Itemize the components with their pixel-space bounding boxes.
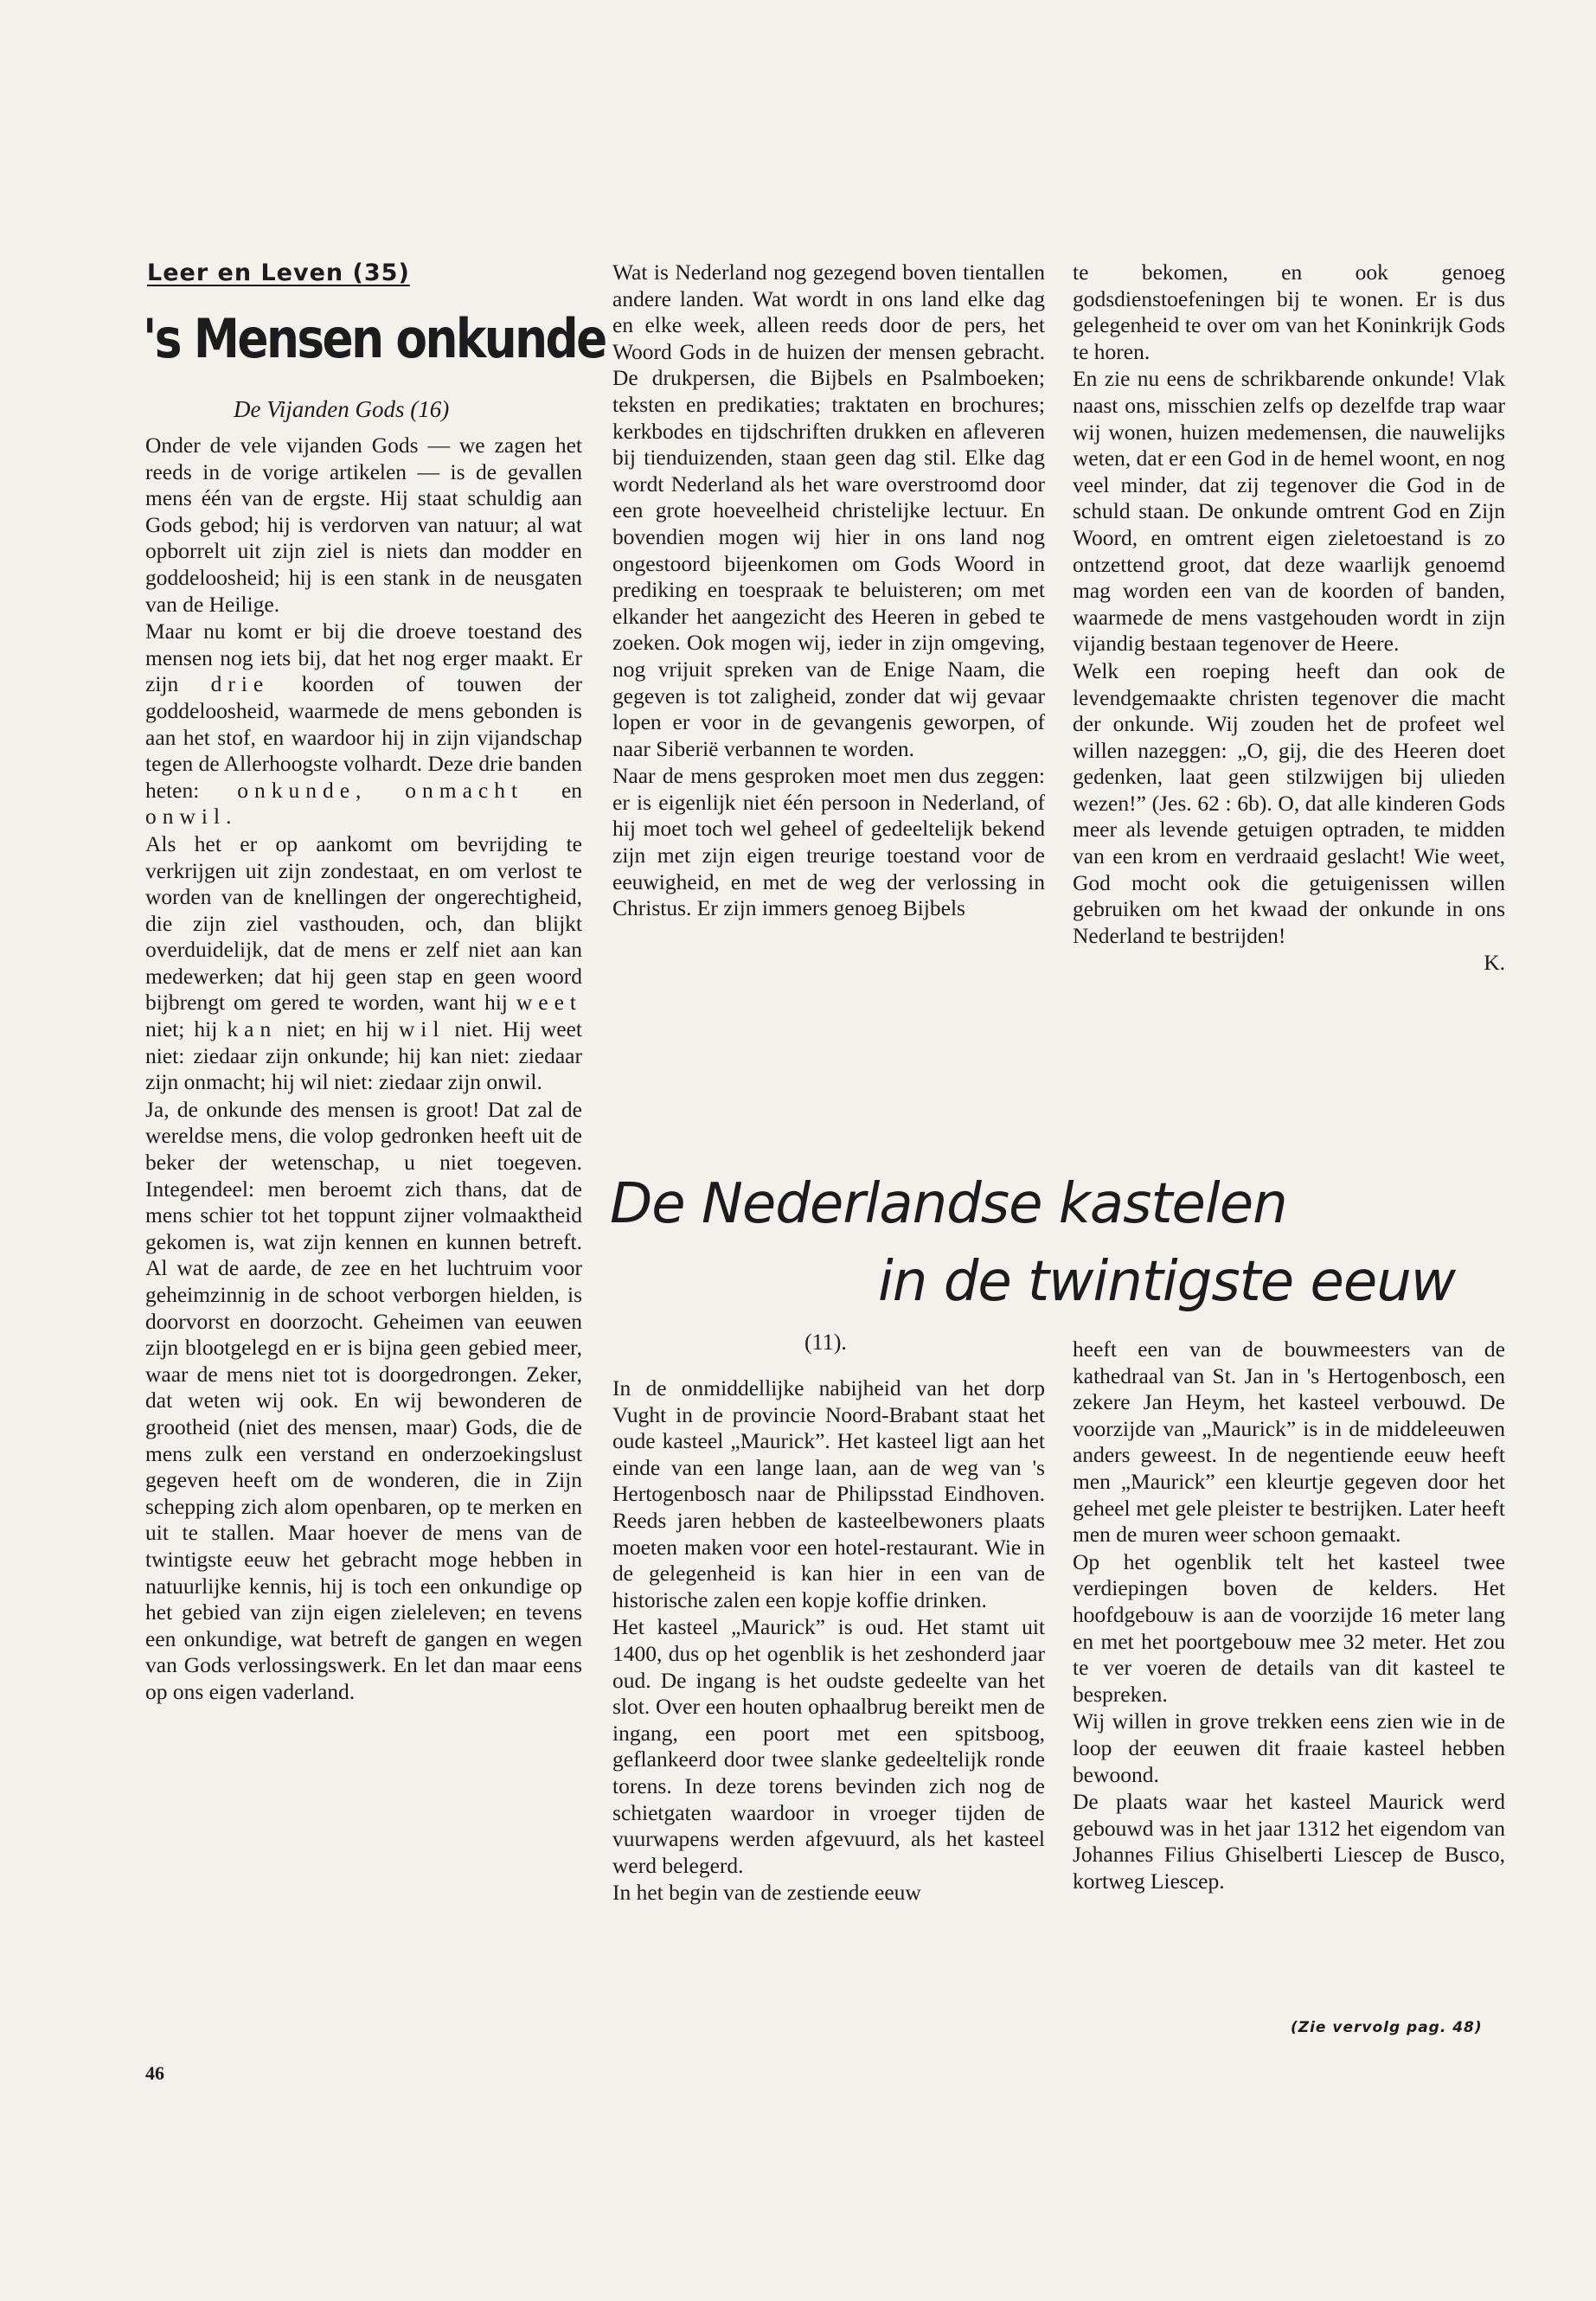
article-subtitle: De Vijanden Gods (16) xyxy=(234,396,450,422)
spaced-word: wil xyxy=(398,1016,445,1042)
spaced-word: drie xyxy=(210,671,270,697)
paragraph: En zie nu eens de schrikbarende onkunde! Vlak naast ons, misschien zelfs op dezelfde trap waar wij wonen, huizen medemensen, die nauwelijks weten, dat er een God in de hemel woont, en nog veel minder, dat zij tegenover die God in de schuld staan. De onkunde omtrent God en Zijn Woord, en omtrent eigen zieletoestand is zo ontzettend groot, dat deze waarlijk genoemd mag worden een van de koorden of banden, waarmede de mens vastgehouden wordt in zijn vijandig bestaan tegenover de Heere. xyxy=(1073,366,1505,657)
castle-title-line-1: De Nederlandse kastelen xyxy=(610,1172,1287,1236)
signature: K. xyxy=(1484,950,1505,976)
paragraph: Op het ogenblik telt het kasteel twee verdiepingen boven de kelders. Het hoofdgebouw is aan de voorzijde 16 meter lang en met het poortgebouw mee 32 meter. Het zou te ver voeren de details van dit kasteel te bespreken. xyxy=(1073,1548,1505,1707)
paragraph: Naar de mens gesproken moet men dus zeggen: er is eigenlijk niet één persoon in Nederland, of hij moet toch wel geheel of gedeeltelijk bekend zijn met zijn eigen treurige toestand voor de eeuwigheid, en met de weg der verlossing in Christus. Er zijn immers genoeg Bijbels xyxy=(612,763,1045,921)
castle-column-right xyxy=(1073,1336,1505,1894)
paragraph: Wat is Nederland nog gezegend boven tientallen andere landen. Wat wordt in ons land elke dag en elke week, alleen reeds door de pers, het Woord Gods in de huizen der mensen gebracht. De drukpersen, die Bijbels en Psalmboeken; teksten en predikaties; traktaten en brochures; kerkbodes en tijdschriften drukken en afleveren bij tienduizenden, staan geen dag stil. Elke dag wordt Nederland als het ware overstroomd door een grote hoeveelheid christelijke lectuur. En bovendien mogen wij hier in ons land nog ongestoord bijeenkomen om Gods Woord in prediking en toespraak te beluisteren; om met elkander het aangezicht des Heeren in gebed te zoeken. Ook mogen wij, ieder in zijn omgeving, nog vrijuit spreken van de Enige Naam, die gegeven is tot zaligheid, zonder dat wij gevaar lopen er voor in de gevangenis geworpen, of naar Siberië verbannen te worden. xyxy=(612,260,1045,761)
text-span: niet. Hij weet niet: ziedaar zijn onkunde; hij kan niet: ziedaar zijn onmacht; hij wil niet: ziedaar zijn onwil. xyxy=(145,1016,583,1095)
castle-column-left xyxy=(612,1375,1045,1907)
paragraph: In het begin van de zestiende eeuw xyxy=(612,1880,921,1906)
text-span: en xyxy=(561,777,583,803)
article-kicker: Leer en Leven (35) xyxy=(147,260,410,286)
spaced-word: kan xyxy=(227,1016,278,1042)
paragraph: Ja, de onkunde des mensen is groot! Dat zal de wereldse mens, die volop gedronken heeft uit de beker der wetenschap, u niet toegeven. Integendeel: men beroemt zich thans, dat de mens schier tot het toppunt zijner volmaaktheid gekomen is, wat zijn kennen en kunnen betreft. Al wat de aarde, de zee en het luchtruim voor geheimzinnig in de schoot verborgen hielden, is doorvorst en doorzocht. Geheimen van eeuwen zijn blootgelegd en er is bijna geen gebied meer, waar de mens niet tot is doorgedrongen. Zeker, dat weten wij ook. En wij bewonderen de grootheid (niet des mensen, maar) Gods, die de mens zulk een verstand en onderzoekingslust gegeven heeft om de wonderen, die in Zijn schepping zich alom openbaren, op te merken en uit te stallen. Maar hoever de mens van de twintigste eeuw het gebracht moge hebben in natuurlijke kennis, hij is toch een onkundige op het gebied van zijn eigen zieleleven; en tevens een onkundige, wat betreft de gangen en wegen van Gods verlossingswerk. En let dan maar eens op ons eigen vaderland. xyxy=(145,1096,582,1704)
text-span: Maar nu komt er bij die droeve toestand des mensen nog iets bij, dat het nog erger maakt. Er zijn xyxy=(145,619,582,697)
page-number: 46 xyxy=(145,2062,164,2084)
article-column-2 xyxy=(612,260,1045,922)
paragraph xyxy=(145,831,582,1096)
spaced-word: onkunde, xyxy=(237,777,368,803)
text-span: niet; hij xyxy=(145,1016,218,1042)
text-span: koorden of touwen der goddeloosheid, waarmede de mens gebonden is aan het stof, en waardoor hij in zijn vijandschap tegen de Allerhoogste volhardt. Deze drie banden heten: xyxy=(145,671,583,803)
spaced-word: weet xyxy=(516,990,582,1016)
paragraph: De plaats waar het kasteel Maurick werd gebouwd was in het jaar 1312 het eigendom van Johannes Filius Ghiselberti Liescep de Busco, kortweg Liescep. xyxy=(1073,1789,1505,1894)
paragraph: Het kasteel „Maurick” is oud. Het stamt uit 1400, dus op het ogenblik is het zeshonderd jaar oud. De ingang is het oudste gedeelte van het slot. Over een houten ophaalbrug bereikt men de ingang, een poort met een spitsboog, geflankeerd door twee slanke gedeeltelijk ronde torens. In deze torens bevinden zich nog de schietgaten waardoor in vroeger tijden de vuurwapens werden afgevuurd, als het kasteel werd belegerd. xyxy=(612,1614,1045,1878)
article-column-1 xyxy=(145,433,582,1706)
castle-subtitle: (11). xyxy=(804,1330,847,1355)
paragraph: Wij willen in grove trekken eens zien wie in de loop der eeuwen dit fraaie kasteel hebben bewoond. xyxy=(1073,1708,1505,1787)
paragraph: Welk een roeping heeft dan ook de levendgemaakte christen tegenover die macht der onkunde. Wij zouden het de profeet wel willen nazeggen: „O, gij, die des Heeren doet gedenken, laat geen stilzwijgen bij ulieden wezen!” (Jes. 62 : 6b). O, dat alle kinderen Gods meer als levende getuigen optraden, te midden van een krom en verdraaid geslacht! Wie weet, God mocht ook die getuigenissen willen gebruiken om het kwaad der onkunde in ons Nederland te bestrijden! xyxy=(1073,657,1505,948)
text-span: niet; en hij xyxy=(286,1016,389,1042)
article-column-3 xyxy=(1073,260,1505,977)
spaced-word: onwil. xyxy=(145,804,238,830)
article-title: 's Mensen onkunde xyxy=(143,307,606,370)
paragraph: te bekomen, en ook genoeg godsdienstoefeningen bij te wonen. Er is dus gelegenheid te over om van het Koninkrijk Gods te horen. xyxy=(1073,260,1505,364)
continued-note: (Zie vervolg pag. 48) xyxy=(1291,2019,1483,2036)
paragraph: heeft een van de bouwmeesters van de kathedraal van St. Jan in 's Hertogenbosch, een zekere Jan Heym, het kasteel verbouwd. De voorzijde van „Maurick” is in de middeleeuwen anders geweest. In de negentiende eeuw heeft men „Maurick” een kleurtje gegeven door het geheel met gele pleister te bestrijken. Later heeft men de muren weer schoon gemaakt. xyxy=(1073,1336,1505,1548)
paragraph xyxy=(145,619,582,830)
paragraph: In de onmiddellijke nabijheid van het dorp Vught in de provincie Noord-Brabant staat het oude kasteel „Maurick”. Het kasteel ligt aan het einde van een lange laan, aan de weg van 's Hertogenbosch naar de Philipsstad Eindhoven. Reeds jaren hebben de kasteelbewoners plaats moeten maken voor een hotel-restaurant. Wie in de gelegenheid is kan hier in een van de historische zalen een kopje koffie drinken. xyxy=(612,1375,1045,1612)
castle-title-line-2: in de twintigste eeuw xyxy=(878,1250,1456,1314)
paragraph: Onder de vele vijanden Gods — we zagen het reeds in de vorige artikelen — is de gevallen mens één van de ergste. Hij staat schuldig aan Gods gebod; hij is verdorven van natuur; al wat opborrelt uit zijn ziel is niets dan modder en goddeloosheid; hij is een stank in de neusgaten van de Heilige. xyxy=(145,433,582,617)
text-span: Als het er op aankomt om bevrijding te verkrijgen uit zijn zondestaat, en om verlost te worden van de knellingen der ongerechtigheid, die zijn ziel vasthouden, och, dan blijkt overduidelijk, dat de mens er zelf niet aan kan medewerken; dat hij geen stap en geen woord bijbrengt om gered te worden, want hij xyxy=(145,830,582,1016)
spaced-word: onmacht xyxy=(405,777,524,803)
